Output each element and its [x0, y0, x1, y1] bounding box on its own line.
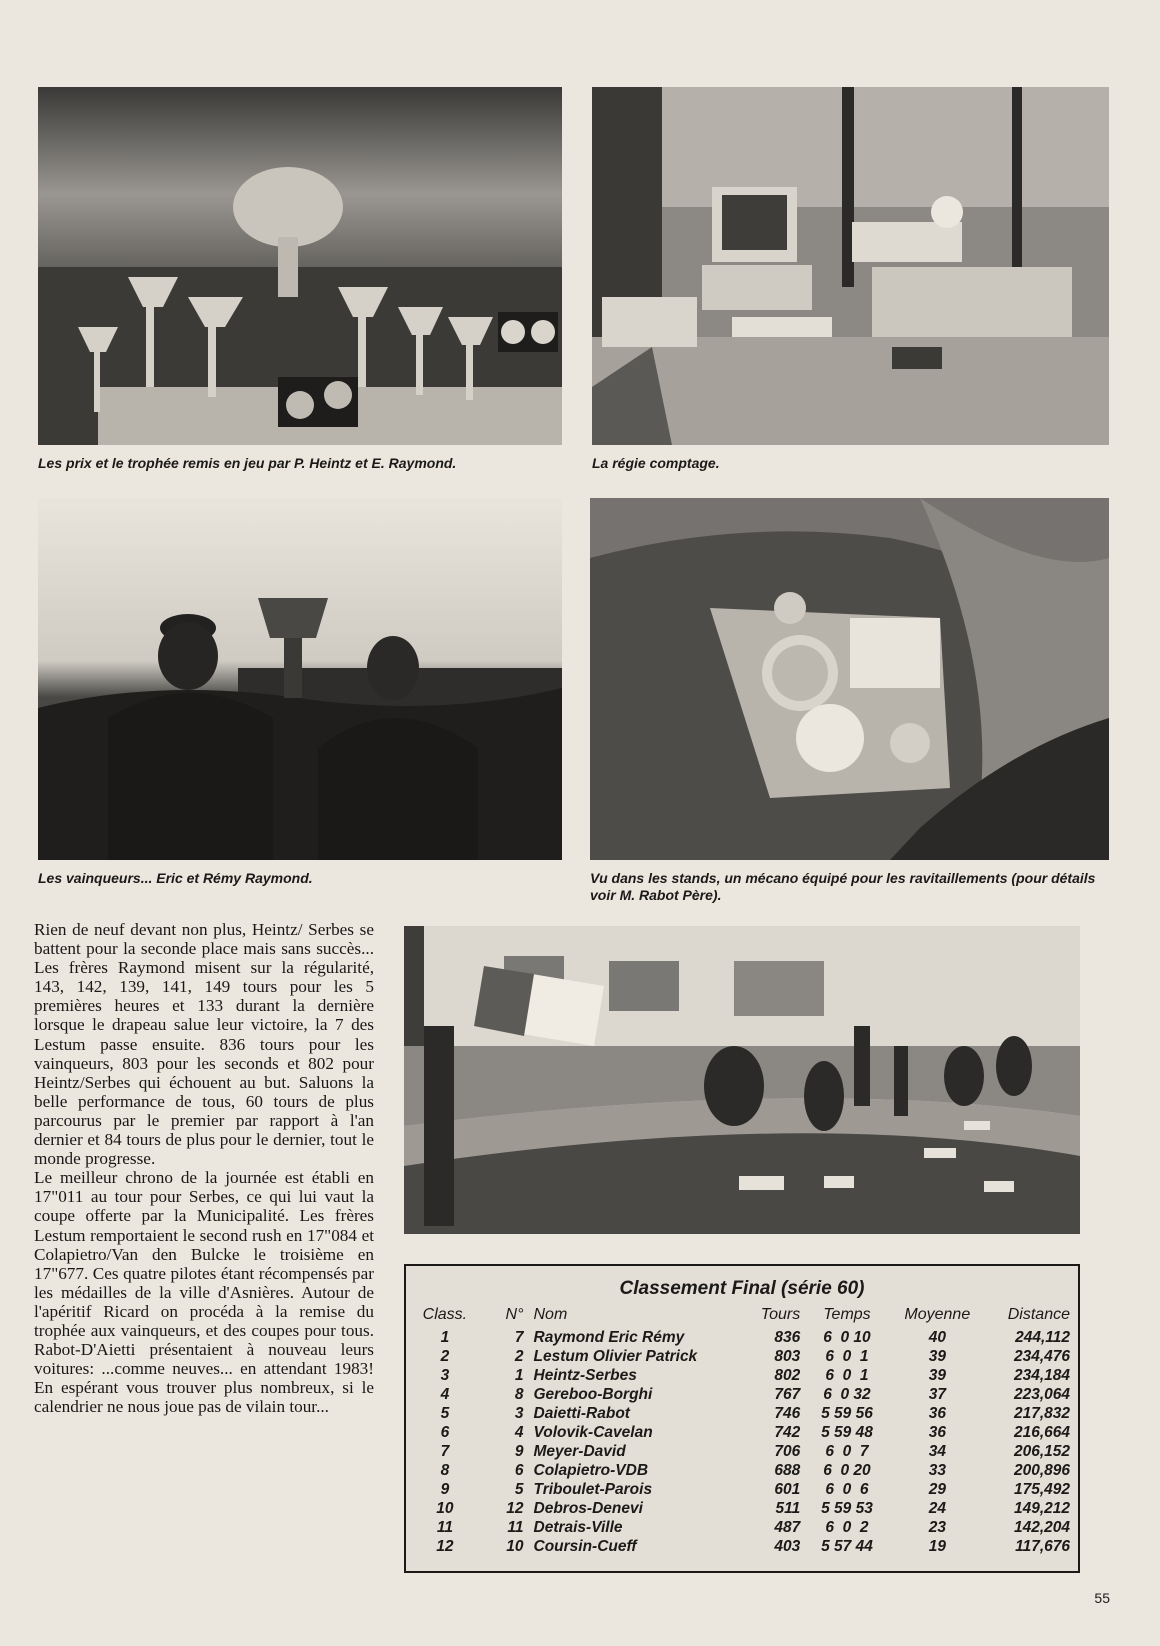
cell-distance: 200,896	[1013, 1462, 1070, 1479]
page-number: 55	[1094, 1590, 1110, 1606]
cell-distance: 234,184	[1013, 1367, 1070, 1384]
cell-name: Daietti-Rabot	[533, 1405, 630, 1422]
cell-moyenne: 36	[928, 1424, 946, 1441]
cell-name: Gereboo-Borghi	[533, 1386, 653, 1403]
table-row	[420, 1423, 1070, 1442]
article-paragraph-2: Le meilleur chrono de la journée est établi en 17"011 au tour pour Serbes, ce qui lui vaut la coupe offerte par la Municipalité. Les frères Lestum remportaient le second rush en 17"084 et Colapietro/Van den Bulcke le troisième en 17"677. Ces quatre pilotes étant récompensés par les médailles de la ville d'Asnières. Autour de l'apéritif Ricard on procéda à la remise du trophée aux vainqueurs, et des coupes pour tous. Rabot-D'Aietti présentaient à nouveau leurs voitures: ...comme neuves... en attendant 1983! En espérant vous trouver plus nombreux, si le calendrier ne nous joue pas de vilain tour...	[34, 1168, 374, 1417]
cell-tours: 836	[774, 1329, 801, 1346]
caption-regie: La régie comptage.	[592, 455, 720, 471]
cell-tours: 742	[774, 1424, 801, 1441]
cell-temps: 6 0 7	[825, 1443, 869, 1460]
photo-trophies	[38, 87, 562, 445]
cell-tours: 802	[774, 1367, 801, 1384]
cell-name: Raymond Eric Rémy	[533, 1329, 685, 1346]
cell-tours: 403	[774, 1538, 801, 1555]
cell-tours: 706	[774, 1443, 801, 1460]
cell-no: 11	[507, 1519, 524, 1536]
cell-no: 9	[514, 1443, 524, 1460]
header-moyenne: Moyenne	[904, 1306, 971, 1323]
cell-moyenne: 40	[928, 1329, 946, 1346]
cell-no: 1	[514, 1367, 524, 1384]
cell-name: Heintz-Serbes	[533, 1367, 637, 1384]
cell-distance: 149,212	[1013, 1500, 1070, 1517]
cell-class: 5	[440, 1405, 450, 1422]
cell-distance: 234,476	[1013, 1348, 1070, 1365]
cell-class: 3	[440, 1367, 450, 1384]
header-temps: Temps	[823, 1306, 871, 1323]
cell-tours: 487	[774, 1519, 801, 1536]
cell-tours: 601	[774, 1481, 801, 1498]
cell-distance: 216,664	[1013, 1424, 1070, 1441]
caption-winners: Les vainqueurs... Eric et Rémy Raymond.	[38, 870, 313, 886]
cell-name: Volovik-Cavelan	[533, 1424, 653, 1441]
table-row	[420, 1442, 1070, 1461]
article-body	[34, 920, 374, 1416]
cell-temps: 5 57 44	[821, 1538, 873, 1555]
cell-class: 10	[436, 1500, 454, 1517]
cell-name: Coursin-Cueff	[533, 1538, 637, 1555]
cell-class: 12	[436, 1538, 454, 1555]
cell-no: 7	[514, 1329, 524, 1346]
header-no: N°	[505, 1306, 524, 1323]
cell-class: 4	[440, 1386, 450, 1403]
cell-class: 1	[440, 1329, 450, 1346]
cell-temps: 6 0 10	[823, 1329, 871, 1346]
photo-regie	[592, 87, 1109, 445]
cell-temps: 6 0 2	[825, 1519, 869, 1536]
cell-class: 7	[440, 1443, 450, 1460]
table-row	[420, 1366, 1070, 1385]
photo-stands	[590, 498, 1109, 860]
cell-name: Lestum Olivier Patrick	[533, 1348, 698, 1365]
cell-no: 6	[514, 1462, 524, 1479]
cell-moyenne: 19	[928, 1538, 946, 1555]
cell-distance: 217,832	[1013, 1405, 1070, 1422]
cell-temps: 5 59 56	[821, 1405, 873, 1422]
cell-no: 8	[514, 1386, 524, 1403]
header-name: Nom	[533, 1306, 568, 1323]
cell-class: 9	[440, 1481, 450, 1498]
cell-tours: 767	[774, 1386, 801, 1403]
cell-moyenne: 39	[928, 1348, 946, 1365]
cell-distance: 117,676	[1015, 1538, 1070, 1555]
cell-temps: 6 0 6	[825, 1481, 869, 1498]
results-body	[420, 1328, 1070, 1556]
cell-no: 12	[506, 1500, 524, 1517]
photo-winners	[38, 498, 562, 860]
cell-class: 11	[436, 1519, 453, 1536]
cell-no: 2	[514, 1348, 524, 1365]
cell-class: 6	[440, 1424, 450, 1441]
cell-moyenne: 29	[928, 1481, 946, 1498]
photo-race-track	[404, 926, 1080, 1234]
cell-distance: 142,204	[1013, 1519, 1070, 1536]
table-row	[420, 1480, 1070, 1499]
cell-temps: 6 0 1	[825, 1348, 869, 1365]
cell-class: 8	[440, 1462, 450, 1479]
cell-no: 10	[506, 1538, 524, 1555]
cell-moyenne: 24	[928, 1500, 946, 1517]
table-row	[420, 1499, 1070, 1518]
cell-name: Colapietro-VDB	[533, 1462, 649, 1479]
table-row	[420, 1461, 1070, 1480]
cell-temps: 6 0 20	[823, 1462, 871, 1479]
results-header-row	[420, 1306, 1070, 1328]
cell-name: Debros-Denevi	[533, 1500, 643, 1517]
header-tours: Tours	[760, 1306, 801, 1323]
caption-stands: Vu dans les stands, un mécano équipé pour les ravitaillements (pour détails voir M. Rabot Père).	[590, 870, 1096, 903]
table-row	[420, 1518, 1070, 1537]
results-table-title: Classement Final (série 60)	[619, 1278, 865, 1299]
cell-distance: 244,112	[1015, 1329, 1070, 1346]
cell-temps: 5 59 53	[821, 1500, 873, 1517]
cell-name: Triboulet-Parois	[533, 1481, 653, 1498]
cell-distance: 206,152	[1013, 1443, 1070, 1460]
cell-distance: 223,064	[1013, 1386, 1070, 1403]
header-class: Class.	[422, 1306, 468, 1323]
cell-moyenne: 34	[928, 1443, 946, 1460]
cell-moyenne: 23	[928, 1519, 946, 1536]
cell-no: 4	[514, 1424, 524, 1441]
cell-temps: 6 0 32	[823, 1386, 871, 1403]
cell-tours: 746	[774, 1405, 801, 1422]
cell-temps: 5 59 48	[821, 1424, 873, 1441]
cell-no: 3	[514, 1405, 524, 1422]
results-table-box	[404, 1264, 1080, 1573]
table-row	[420, 1537, 1070, 1556]
cell-moyenne: 37	[928, 1386, 946, 1403]
table-row	[420, 1347, 1070, 1366]
cell-tours: 688	[774, 1462, 801, 1479]
article-paragraph-1: Rien de neuf devant non plus, Heintz/ Serbes se battent pour la seconde place mais sans succès... Les frères Raymond misent sur la régularité, 143, 142, 139, 141, 149 tours pour les 5 premières heures et 133 durant la dernière lorsque le drapeau salue leur victoire, la 7 des Lestum passe ensuite. 836 tours pour les vainqueurs, 803 pour les seconds et 802 pour Heintz/Serbes qui échouent au but. Saluons la belle performance de tous, 60 tours de plus parcourus par le premier par rapport à l'an dernier et 84 tours de plus pour le dernier, tout le monde progresse.	[34, 920, 374, 1169]
cell-moyenne: 36	[928, 1405, 946, 1422]
cell-name: Meyer-David	[533, 1443, 626, 1460]
cell-class: 2	[440, 1348, 450, 1365]
table-row	[420, 1328, 1070, 1347]
table-row	[420, 1385, 1070, 1404]
cell-no: 5	[514, 1481, 524, 1498]
table-row	[420, 1404, 1070, 1423]
cell-moyenne: 33	[928, 1462, 946, 1479]
caption-trophies: Les prix et le trophée remis en jeu par P. Heintz et E. Raymond.	[38, 455, 457, 471]
header-distance: Distance	[1007, 1306, 1070, 1323]
cell-distance: 175,492	[1013, 1481, 1070, 1498]
cell-temps: 6 0 1	[825, 1367, 869, 1384]
cell-name: Detrais-Ville	[533, 1519, 623, 1536]
results-table	[420, 1306, 1070, 1556]
cell-tours: 511	[775, 1500, 801, 1517]
cell-moyenne: 39	[928, 1367, 946, 1384]
cell-tours: 803	[774, 1348, 801, 1365]
